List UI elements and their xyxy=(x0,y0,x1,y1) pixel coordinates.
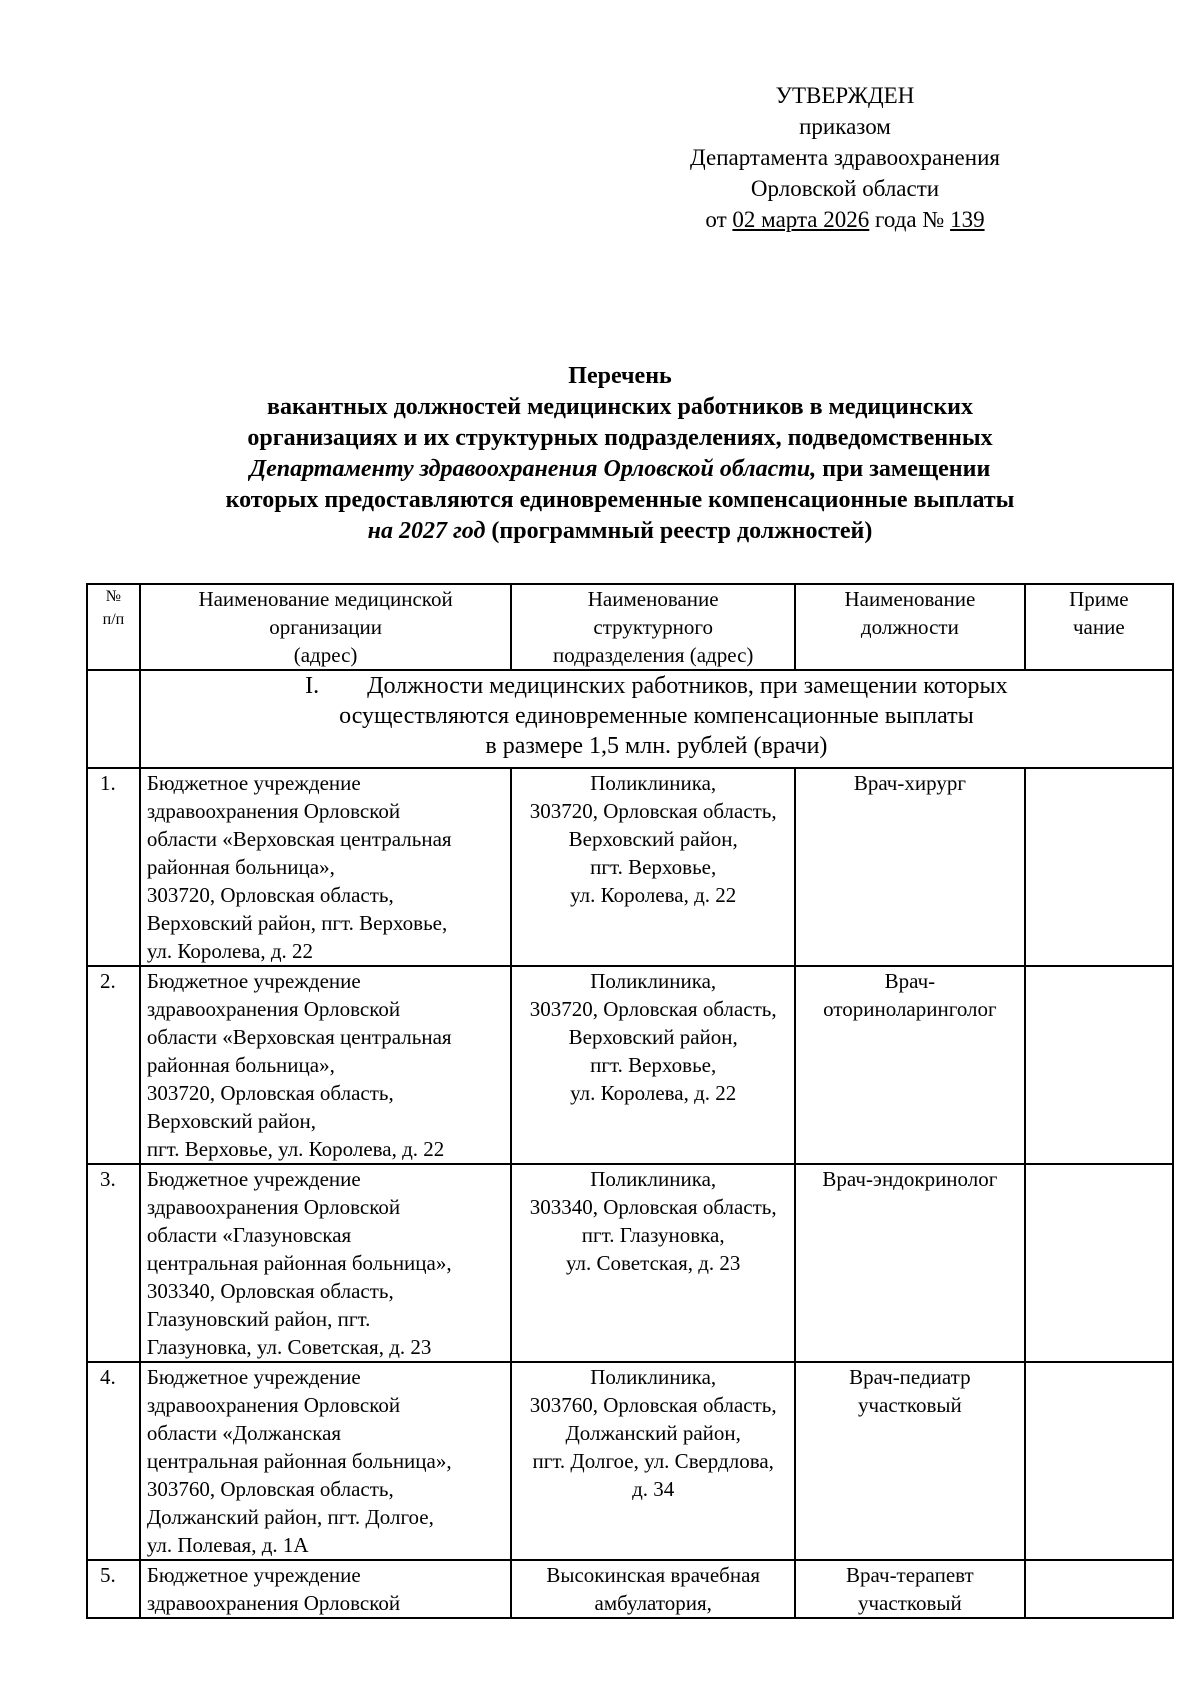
approval-line: Орловской области xyxy=(750,176,940,201)
table-row xyxy=(87,966,1173,1164)
row-organization-line: здравоохранения Орловской xyxy=(146,1195,401,1219)
header-num xyxy=(87,584,140,670)
approval-line: приказом xyxy=(799,114,891,139)
row-subdivision-line: Поликлиника, xyxy=(590,1167,717,1191)
row-subdivision-line: 303340, Орловская область, xyxy=(529,1195,777,1219)
row-organization xyxy=(140,966,511,1164)
row-subdivision-line: 303720, Орловская область, xyxy=(529,997,777,1021)
row-position-line: Врач-хирург xyxy=(853,771,966,795)
header-org xyxy=(140,584,511,670)
header-sub xyxy=(511,584,795,670)
row-note xyxy=(1025,768,1173,966)
header-org-line: (адрес) xyxy=(293,643,358,667)
row-subdivision-line: пгт. Верховье, xyxy=(590,1053,717,1077)
section-heading xyxy=(140,670,1173,768)
table-row xyxy=(87,1560,1173,1618)
row-subdivision-line: Высокинская врачебная xyxy=(546,1563,761,1587)
row-note xyxy=(1025,1560,1173,1618)
row-subdivision-line: амбулатория, xyxy=(594,1591,712,1615)
section-num-cell xyxy=(87,670,140,768)
row-note xyxy=(1025,966,1173,1164)
row-organization-line: здравоохранения Орловской xyxy=(146,799,401,823)
header-sub-line: подразделения (адрес) xyxy=(552,643,754,667)
row-subdivision xyxy=(511,1164,795,1362)
section-line: в размере 1,5 млн. рублей (врачи) xyxy=(485,733,828,759)
row-organization-line: Глазуновский район, пгт. xyxy=(146,1307,371,1331)
row-organization-line: центральная районная больница», xyxy=(146,1251,452,1275)
row-organization-line: пгт. Верховье, ул. Королева, д. 22 xyxy=(146,1137,445,1161)
row-number: 1. xyxy=(87,768,140,966)
row-organization-line: здравоохранения Орловской xyxy=(146,997,401,1021)
row-subdivision-line: пгт. Глазуновка, xyxy=(581,1223,725,1247)
row-position-line: участковый xyxy=(857,1393,962,1417)
row-position-line: Врач-эндокринолог xyxy=(822,1167,998,1191)
title-line: вакантных должностей медицинских работников в медицинских xyxy=(267,394,973,420)
row-position-line: Врач-педиатр xyxy=(849,1365,971,1389)
row-number: 2. xyxy=(87,966,140,1164)
header-note xyxy=(1025,584,1173,670)
section-row xyxy=(87,670,1173,768)
row-position xyxy=(795,1560,1025,1618)
row-subdivision-line: пгт. Долгое, ул. Свердлова, xyxy=(532,1449,774,1473)
row-organization-line: Бюджетное учреждение xyxy=(146,771,361,795)
row-number: 3. xyxy=(87,1164,140,1362)
header-pos-line: должности xyxy=(860,615,959,639)
approval-line: УТВЕРЖДЕН xyxy=(775,83,915,108)
row-organization-line: районная больница», xyxy=(146,1053,335,1077)
row-organization-line: Верховский район, пгт. Верховье, xyxy=(146,911,448,935)
row-subdivision-line: Верховский район, xyxy=(568,827,738,851)
approval-line: Департамента здравоохранения xyxy=(690,145,1000,170)
row-organization-line: Глазуновка, ул. Советская, д. 23 xyxy=(146,1335,432,1359)
row-organization-line: области «Верховская центральная xyxy=(146,827,452,851)
row-organization-line: Бюджетное учреждение xyxy=(146,1365,361,1389)
header-note-line: Приме xyxy=(1069,587,1129,611)
title-text: (программный реестр должностей) xyxy=(485,518,873,544)
row-position-line: оториноларинголог xyxy=(823,997,997,1021)
row-organization-line: центральная районная больница», xyxy=(146,1449,452,1473)
row-subdivision-line: Поликлиника, xyxy=(590,771,717,795)
row-position-line: Врач-терапевт xyxy=(846,1563,974,1587)
row-subdivision-line: ул. Советская, д. 23 xyxy=(565,1251,741,1275)
row-subdivision xyxy=(511,1362,795,1560)
order-prefix: от xyxy=(705,207,733,232)
row-organization-line: 303720, Орловская область, xyxy=(146,1081,394,1105)
order-number: 139 xyxy=(950,207,985,232)
row-organization xyxy=(140,1560,511,1618)
row-subdivision-line: пгт. Верховье, xyxy=(590,855,717,879)
header-pos xyxy=(795,584,1025,670)
row-organization-line: районная больница», xyxy=(146,855,335,879)
row-organization-line: Бюджетное учреждение xyxy=(146,1167,361,1191)
row-note xyxy=(1025,1362,1173,1560)
row-subdivision-line: Верховский район, xyxy=(568,1025,738,1049)
table-row xyxy=(87,1164,1173,1362)
order-middle: года № xyxy=(869,207,951,232)
row-organization-line: 303340, Орловская область, xyxy=(146,1279,394,1303)
header-note-line: чание xyxy=(1073,615,1125,639)
row-position xyxy=(795,966,1025,1164)
row-position xyxy=(795,1362,1025,1560)
table-row xyxy=(87,1362,1173,1560)
row-position-line: участковый xyxy=(857,1591,962,1615)
row-position-line: Врач- xyxy=(884,969,936,993)
row-organization-line: Бюджетное учреждение xyxy=(146,1563,361,1587)
title-line xyxy=(120,516,1120,547)
row-organization-line: ул. Королева, д. 22 xyxy=(146,939,314,963)
table-row xyxy=(87,768,1173,966)
title-line: Перечень xyxy=(568,363,672,389)
row-organization-line: Должанский район, пгт. Долгое, xyxy=(146,1505,434,1529)
row-subdivision xyxy=(511,1560,795,1618)
table-header-row xyxy=(87,584,1173,670)
row-organization-line: Верховский район, xyxy=(146,1109,316,1133)
row-subdivision-line: ул. Королева, д. 22 xyxy=(570,1081,737,1105)
title-text: при замещении xyxy=(816,456,991,482)
header-org-line: организации xyxy=(269,615,382,639)
row-organization xyxy=(140,1164,511,1362)
row-organization-line: 303760, Орловская область, xyxy=(146,1477,394,1501)
row-organization-line: здравоохранения Орловской xyxy=(146,1393,401,1417)
row-organization xyxy=(140,768,511,966)
row-position xyxy=(795,1164,1025,1362)
row-subdivision-line: ул. Королева, д. 22 xyxy=(570,883,737,907)
row-position xyxy=(795,768,1025,966)
row-organization-line: области «Должанская xyxy=(146,1421,342,1445)
order-date: 02 марта 2026 xyxy=(732,207,870,232)
header-org-line: Наименование медицинской xyxy=(198,587,453,611)
row-number: 4. xyxy=(87,1362,140,1560)
header-sub-line: структурного xyxy=(593,615,714,639)
row-subdivision-line: Поликлиника, xyxy=(590,1365,717,1389)
row-note xyxy=(1025,1164,1173,1362)
title-line: организациях и их структурных подразделениях, подведомственных xyxy=(247,425,993,451)
row-subdivision-line: Поликлиника, xyxy=(590,969,717,993)
header-pos-line: Наименование xyxy=(844,587,976,611)
row-number: 5. xyxy=(87,1560,140,1618)
row-subdivision xyxy=(511,768,795,966)
row-organization-line: области «Глазуновская xyxy=(146,1223,352,1247)
row-subdivision xyxy=(511,966,795,1164)
row-subdivision-line: 303720, Орловская область, xyxy=(529,799,777,823)
title-italic: Департаменту здравоохранения Орловской области, xyxy=(249,456,817,482)
approval-block xyxy=(640,80,1050,235)
row-organization xyxy=(140,1362,511,1560)
title-italic: на 2027 год xyxy=(367,518,486,544)
header-num-line: № xyxy=(105,588,122,605)
row-organization-line: здравоохранения Орловской xyxy=(146,1591,401,1615)
order-line xyxy=(640,204,1050,235)
row-organization-line: области «Верховская центральная xyxy=(146,1025,452,1049)
row-organization-line: Бюджетное учреждение xyxy=(146,969,361,993)
row-subdivision-line: 303760, Орловская область, xyxy=(529,1393,777,1417)
header-num-line: п/п xyxy=(102,611,125,628)
row-organization-line: 303720, Орловская область, xyxy=(146,883,394,907)
section-line: осуществляются единовременные компенсационные выплаты xyxy=(339,703,974,729)
title-line xyxy=(120,454,1120,485)
title-line: которых предоставляются единовременные компенсационные выплаты xyxy=(225,487,1015,513)
vacancy-table xyxy=(86,583,1174,1619)
row-subdivision-line: д. 34 xyxy=(632,1477,675,1501)
header-sub-line: Наименование xyxy=(587,587,719,611)
document-title xyxy=(120,361,1120,547)
section-line: I. Должности медицинских работников, при замещении которых xyxy=(305,673,1008,699)
row-subdivision-line: Должанский район, xyxy=(565,1421,741,1445)
row-organization-line: ул. Полевая, д. 1А xyxy=(146,1533,309,1557)
